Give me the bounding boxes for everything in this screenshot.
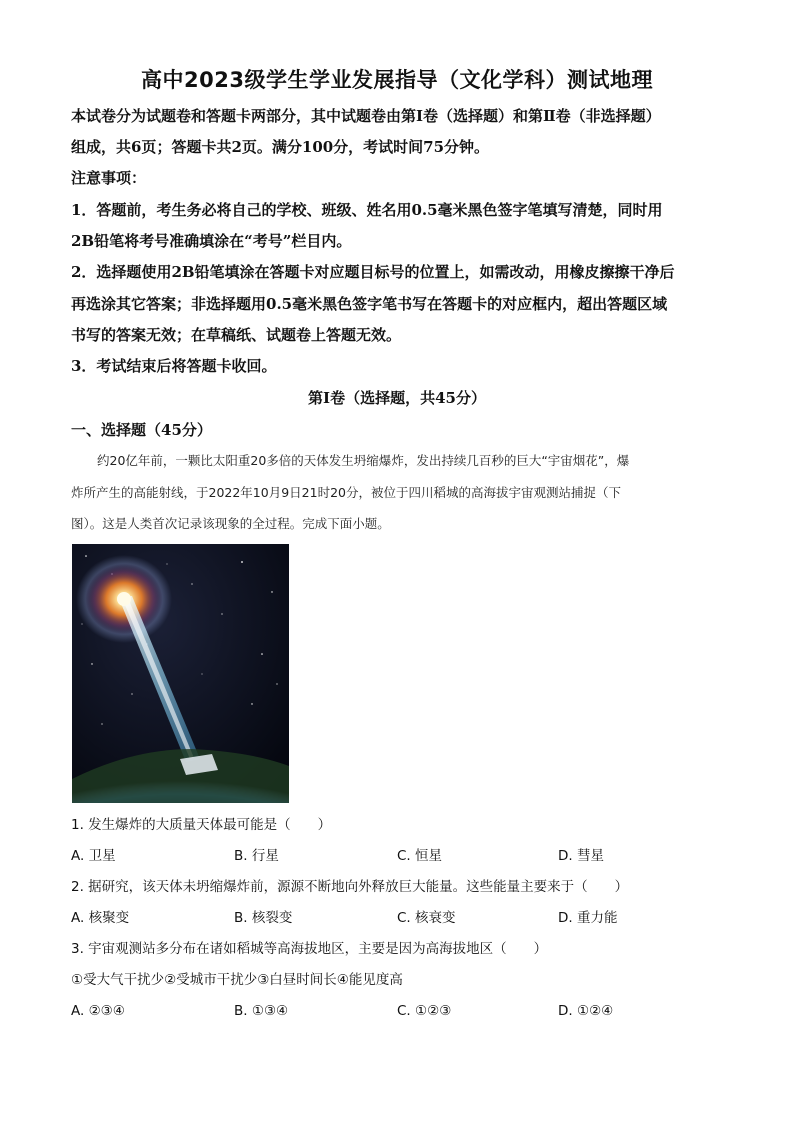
question-1-stem: 1. 发生爆炸的大质量天体最可能是（ ） bbox=[71, 817, 332, 833]
notice-item-1-line-2: 2B铅笔将考号准确填涂在“考号”栏目内。 bbox=[71, 232, 352, 250]
question-3-option-b[interactable]: B. ①③④ bbox=[234, 1003, 289, 1019]
passage-line-2: 炸所产生的高能射线，于2022年10月9日21时20分，被位于四川稻城的高海拔宇宙观测站捕捉（下 bbox=[71, 485, 621, 500]
notice-item-2-line-3: 书写的答案无效；在草稿纸、试题卷上答题无效。 bbox=[71, 326, 402, 344]
question-2-stem: 2. 据研究，该天体未坍缩爆炸前，源源不断地向外释放巨大能量。这些能量主要来于（ ） bbox=[71, 879, 629, 895]
notice-title: 注意事项： bbox=[71, 169, 147, 187]
cosmic-explosion-image bbox=[72, 544, 289, 803]
part-title: 第Ⅰ卷（选择题，共45分） bbox=[308, 389, 486, 407]
notice-item-1-line-1: 1．答题前，考生务必将自己的学校、班级、姓名用0.5毫米黑色签字笔填写清楚，同时用 bbox=[71, 201, 663, 219]
notice-item-2-line-2: 再选涂其它答案；非选择题用0.5毫米黑色签字笔书写在答题卡的对应框内，超出答题区域 bbox=[71, 295, 668, 313]
question-2-option-c[interactable]: C. 核衰变 bbox=[397, 910, 456, 926]
intro-line-1: 本试卷分为试题卷和答题卡两部分，其中试题卷由第Ⅰ卷（选择题）和第Ⅱ卷（非选择题） bbox=[71, 107, 661, 125]
question-1-option-b[interactable]: B. 行星 bbox=[234, 848, 279, 864]
question-2-option-d[interactable]: D. 重力能 bbox=[558, 910, 618, 926]
passage-line-3: 图）。这是人类首次记录该现象的全过程。完成下面小题。 bbox=[71, 516, 390, 531]
question-3-stem: 3. 宇宙观测站多分布在诸如稻城等高海拔地区，主要是因为高海拔地区（ ） bbox=[71, 941, 548, 957]
intro-line-2: 组成，共6页；答题卡共2页。满分100分，考试时间75分钟。 bbox=[71, 138, 490, 156]
question-1-option-a[interactable]: A. 卫星 bbox=[71, 848, 116, 864]
question-3-option-a[interactable]: A. ②③④ bbox=[71, 1003, 125, 1019]
question-3-option-c[interactable]: C. ①②③ bbox=[397, 1003, 452, 1019]
question-1-option-c[interactable]: C. 恒星 bbox=[397, 848, 443, 864]
question-2-option-a[interactable]: A. 核聚变 bbox=[71, 910, 130, 926]
passage-line-1: 约20亿年前，一颗比太阳重20多倍的天体发生坍缩爆炸，发出持续几百秒的巨大“宇宙烟花”，爆 bbox=[97, 453, 630, 468]
cosmic-explosion-figure bbox=[72, 544, 289, 803]
question-1-option-d[interactable]: D. 彗星 bbox=[558, 848, 604, 864]
section-heading: 一、选择题（45分） bbox=[71, 421, 212, 439]
notice-item-3: 3．考试结束后将答题卡收回。 bbox=[71, 357, 277, 375]
question-2-option-b[interactable]: B. 核裂变 bbox=[234, 910, 293, 926]
notice-item-2-line-1: 2．选择题使用2B铅笔填涂在答题卡对应题目标号的位置上，如需改动，用橡皮擦擦干净后 bbox=[71, 263, 675, 281]
question-3-sub-statements: ①受大气干扰少②受城市干扰少③白昼时间长④能见度高 bbox=[71, 972, 403, 988]
page-title: 高中2023级学生学业发展指导（文化学科）测试地理 bbox=[141, 68, 653, 92]
question-3-option-d[interactable]: D. ①②④ bbox=[558, 1003, 614, 1019]
